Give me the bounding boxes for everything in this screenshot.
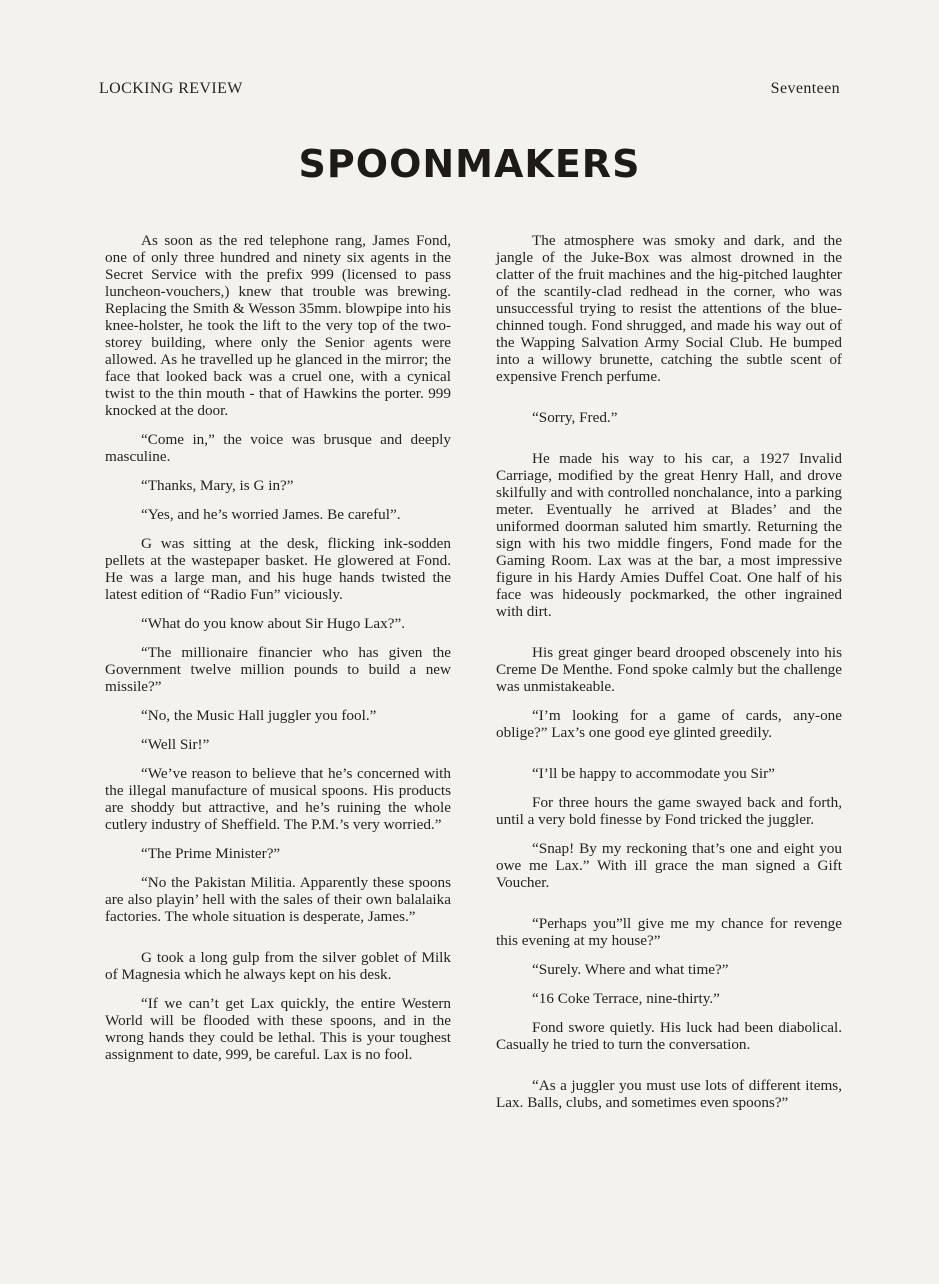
paragraph: “The millionaire financier who has given the Government twelve million pounds to build a new missile?” xyxy=(105,644,451,695)
paragraph: “No the Pakistan Militia. Apparently these spoons are also playin’ hell with the sales of their own balalaika factories. The whole situation is desperate, James.” xyxy=(105,874,451,925)
paragraph: “What do you know about Sir Hugo Lax?”. xyxy=(141,615,406,632)
publication-name: LOCKING REVIEW xyxy=(99,80,243,97)
paragraph: “Well Sir!” xyxy=(141,736,210,753)
paragraph: As soon as the red telephone rang, James Fond, one of only three hundred and ninety six agents in the Secret Service with the prefix 999 (licensed to pass luncheon-vouchers,) knew that trouble was brewing. Replacing the Smith & Wesson 35mm. blowpipe into his knee-holster, he took the lift to the very top of the two-storey building, where only the Senior agents were allowed. As he travelled up he glanced in the mirror; the face that looked back was a cruel one, with a cynical twist to the thin mouth - that of Hawkins the porter. 999 knocked at the door. xyxy=(105,232,451,419)
paragraph: For three hours the game swayed back and forth, until a very bold finesse by Fond tricked the juggler. xyxy=(496,794,842,828)
paragraph: “Thanks, Mary, is G in?” xyxy=(141,477,294,494)
paragraph: “If we can’t get Lax quickly, the entire Western World will be flooded with these spoons, and in the wrong hands they could be lethal. This is your toughest assignment to date, 999, be careful. Lax is no fool. xyxy=(105,995,451,1063)
paragraph: “Come in,” the voice was brusque and deeply masculine. xyxy=(105,431,451,465)
paragraph: “I’m looking for a game of cards, any-one oblige?” Lax’s one good eye glinted greedily. xyxy=(496,707,842,741)
paragraph: “We’ve reason to believe that he’s concerned with the illegal manufacture of musical spoons. His products are shoddy but attractive, and he’s ruining the whole cutlery industry of Sheffield. The P.M.’s very worried.” xyxy=(105,765,451,833)
paragraph: “Perhaps you”ll give me my chance for revenge this evening at my house?” xyxy=(496,915,842,949)
paragraph: G took a long gulp from the silver goblet of Milk of Magnesia which he always kept on his desk. xyxy=(105,949,451,983)
paragraph: “As a juggler you must use lots of different items, Lax. Balls, clubs, and sometimes even spoons?” xyxy=(496,1077,842,1111)
paragraph: “Snap! By my reckoning that’s one and eight you owe me Lax.” With ill grace the man signed a Gift Voucher. xyxy=(496,840,842,891)
paragraph: “Surely. Where and what time?” xyxy=(532,961,729,978)
paragraph: Fond swore quietly. His luck had been diabolical. Casually he tried to turn the conversation. xyxy=(496,1019,842,1053)
paragraph: “The Prime Minister?” xyxy=(141,845,281,862)
paragraph: “Yes, and he’s worried James. Be careful”. xyxy=(141,506,401,523)
right-column xyxy=(496,232,842,1123)
running-header xyxy=(99,80,840,98)
paragraph: He made his way to his car, a 1927 Invalid Carriage, modified by the great Henry Hall, and drove skilfully and with controlled nonchalance, into a parking meter. Eventually he arrived at Blades’ and the uniformed doorman saluted him smartly. Returning the sign with his two middle fingers, Fond made for the Gaming Room. Lax was at the bar, a most impressive figure in his Hardy Amies Duffel Coat. One half of his face was hideously pockmarked, the other ingrained with dirt. xyxy=(496,450,842,620)
paragraph: His great ginger beard drooped obscenely into his Creme De Menthe. Fond spoke calmly but the challenge was unmistakeable. xyxy=(496,644,842,695)
paragraph: The atmosphere was smoky and dark, and the jangle of the Juke-Box was almost drowned in the clatter of the fruit machines and the hig-pitched laughter of the scantily-clad redhead in the corner, who was unsuccessful trying to resist the attentions of the blue-chinned tough. Fond shrugged, and made his way out of the Wapping Salvation Army Social Club. He bumped into a willowy brunette, catching the subtle scent of expensive French perfume. xyxy=(496,232,842,385)
page-number: Seventeen xyxy=(770,80,840,97)
paragraph: G was sitting at the desk, flicking ink-sodden pellets at the wastepaper basket. He glowered at Fond. He was a large man, and his huge hands twisted the latest edition of “Radio Fun” viciously. xyxy=(105,535,451,603)
left-column xyxy=(105,232,451,1075)
paragraph: “No, the Music Hall juggler you fool.” xyxy=(141,707,377,724)
article-title: SPOONMAKERS xyxy=(298,142,641,186)
paragraph: “16 Coke Terrace, nine-thirty.” xyxy=(532,990,720,1007)
paragraph: “Sorry, Fred.” xyxy=(532,409,618,426)
paragraph: “I’ll be happy to accommodate you Sir” xyxy=(532,765,775,782)
